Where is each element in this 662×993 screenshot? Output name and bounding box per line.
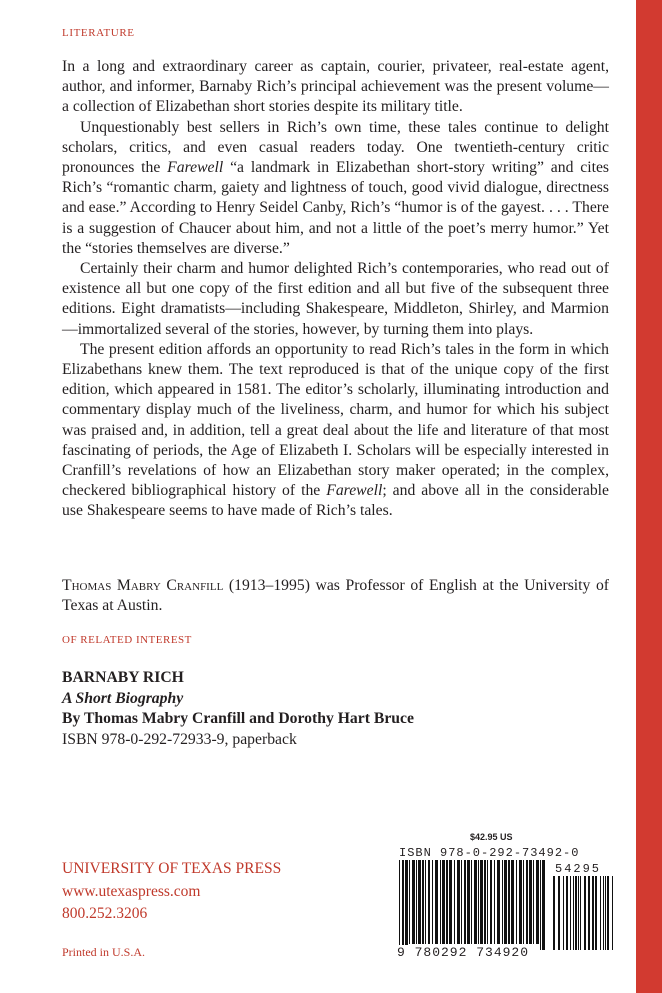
paragraph-4-title: Farewell — [326, 482, 383, 500]
barcode-bar — [508, 860, 510, 944]
barcode-bar — [442, 860, 445, 944]
barcode-bar — [474, 860, 477, 944]
barcode-bar — [454, 860, 455, 944]
barcode-bar — [516, 860, 517, 944]
paragraph-2-text-b: “a landmark in Elizabethan short-story writing” and cites Rich’s “romantic charm, gaiety and lightness of touch, good vivid dialogue, directness and ease.” According to Henry Seidel Canby, Rich’s “humor is of the gayest. . . . There is a suggestion of Chaucer about him, and not a little of the poet’s merry humor.” Yet the “stories themselves are diverse.” — [62, 159, 610, 257]
publisher-block — [62, 858, 281, 926]
barcode-bar — [490, 860, 492, 944]
description — [62, 57, 609, 522]
barcode-addon-bar — [578, 876, 579, 950]
related-authors: By Thomas Mabry Cranfill and Dorothy Hart Bruce — [62, 710, 414, 727]
barcode-bar — [494, 860, 495, 944]
barcode-bar — [502, 860, 503, 944]
barcode-addon-bar — [575, 876, 577, 950]
publisher-name: UNIVERSITY OF TEXAS PRESS — [62, 860, 282, 877]
barcode-bar — [533, 860, 534, 944]
barcode-bar — [467, 860, 470, 944]
barcode-bar — [471, 860, 472, 944]
barcode-bar — [435, 860, 438, 944]
related-title: BARNABY RICH — [62, 669, 184, 686]
barcode-addon-bar — [592, 876, 594, 950]
barcode-addon-bar — [563, 876, 564, 950]
barcode-bar — [418, 860, 421, 944]
paragraph-3: Certainly their charm and humor delighted Rich’s contemporaries, who read out of existence all but one copy of the first edition and all but five of the subsequent three editions. Eight dramatists—including Shakespeare, Middleton, Shirley, and Marmion—immortalized several of the stories, however, by turning them into plays. — [62, 260, 609, 338]
paragraph-2-title: Farewell — [167, 159, 224, 177]
barcode-addon-bar — [612, 876, 613, 950]
spine-stripe — [636, 0, 662, 993]
barcode-addon-bar — [607, 876, 609, 950]
publisher-phone: 800.252.3206 — [62, 905, 148, 922]
barcode-bar — [484, 860, 486, 944]
barcode-bar — [464, 860, 466, 944]
barcode-addon-bar — [573, 876, 574, 950]
barcode-bar — [478, 860, 479, 944]
barcode-bar — [399, 860, 400, 950]
barcode-bar — [497, 860, 500, 944]
barcode-bar — [440, 860, 441, 944]
related-book — [62, 668, 414, 750]
barcode-addon-bar — [605, 876, 606, 950]
barcode-bar — [519, 860, 522, 944]
related-subtitle: A Short Biography — [62, 689, 184, 707]
barcode-bar — [428, 860, 430, 944]
printed-in: Printed in U.S.A. — [62, 945, 146, 959]
author-name: Thomas Mabry Cranfill — [62, 577, 224, 594]
barcode-addon-bar — [603, 876, 604, 950]
paragraph-2 — [62, 118, 609, 259]
barcode-bar — [461, 860, 462, 944]
barcode-bar — [405, 860, 408, 950]
barcode-bar — [416, 860, 417, 944]
paragraph-4-text-a: The present edition affords an opportunity to read Rich’s tales in the form in which Elizabethans knew them. The text reproduced is that of the unique copy of the first edition, which appeared in 1581. The editor’s scholarly, illuminating introduction and commentary display much of the liveliness, charm, and humor for which his subject was praised and, in addition, tell a great deal about the life and literature of that most fascinating of periods, the Age of Elizabeth I. Scholars will be especially interested in Cranfill’s revelations of how an Elizabethan story maker operated; in the complex, checkered bibliographical history of the — [62, 340, 609, 500]
barcode-digits: 9 780292 734920 — [397, 945, 530, 960]
barcode-addon-bar — [566, 876, 568, 950]
barcode-bar — [425, 860, 426, 944]
author-bio-text: (1913–1995) was Professor of English at the University of Texas at Austin. — [62, 577, 610, 615]
barcode-bar — [523, 860, 524, 944]
barcode-addon-digits: 54295 — [555, 862, 602, 876]
barcode-bar — [542, 860, 545, 950]
barcode-bar — [412, 860, 415, 944]
barcode-isbn: ISBN 978-0-292-73492-0 — [399, 846, 580, 860]
barcode-addon-bar — [558, 876, 560, 950]
barcode-bar — [422, 860, 424, 944]
barcode-bar — [446, 860, 448, 944]
barcode-addon-bar — [580, 876, 581, 950]
barcode-addon-bar — [553, 876, 555, 950]
paragraph-1: In a long and extraordinary career as captain, courier, privateer, real-estate agent, author, and informer, Barnaby Rich’s principal achievement was the present volume—a collection of Elizabethan short stories despite its military title. — [62, 58, 609, 116]
price-label: $42.95 US — [470, 832, 513, 842]
paragraph-4 — [62, 340, 609, 522]
barcode-bar — [487, 860, 488, 944]
barcode-addon-bar — [600, 876, 601, 950]
related-isbn: ISBN 978-0-292-72933-9, paperback — [62, 730, 297, 748]
paragraph-2-text-a: Unquestionably best sellers in Rich’s own time, these tales continue to delight scholars, critics, and even casual readers today. One twentieth-century critic pronounces the — [62, 118, 609, 177]
barcode-bar — [536, 860, 539, 944]
author-bio — [62, 576, 609, 616]
paragraph-4-text-b: ; and above all in the considerable use Shakespeare seems to have made of Rich’s tales. — [62, 482, 609, 520]
barcode-bar — [457, 860, 460, 944]
barcode-addon-bar — [570, 876, 571, 950]
barcode-bar — [480, 860, 483, 944]
related-interest-label: OF RELATED INTEREST — [62, 634, 192, 646]
barcode-addon-bar — [588, 876, 590, 950]
barcode-bar — [540, 860, 541, 950]
barcode-bar — [511, 860, 514, 944]
barcode-bar — [529, 860, 532, 944]
barcode-bar — [449, 860, 452, 944]
publisher-url: www.utexaspress.com — [62, 882, 201, 900]
barcode-bar — [432, 860, 433, 944]
barcode-bar — [402, 860, 404, 950]
barcode-bar — [409, 860, 410, 944]
barcode-addon-bar — [595, 876, 597, 950]
category-label: LITERATURE — [62, 27, 135, 39]
barcode-bar — [504, 860, 507, 944]
barcode-addon-bar — [584, 876, 586, 950]
barcode-bar — [526, 860, 528, 944]
